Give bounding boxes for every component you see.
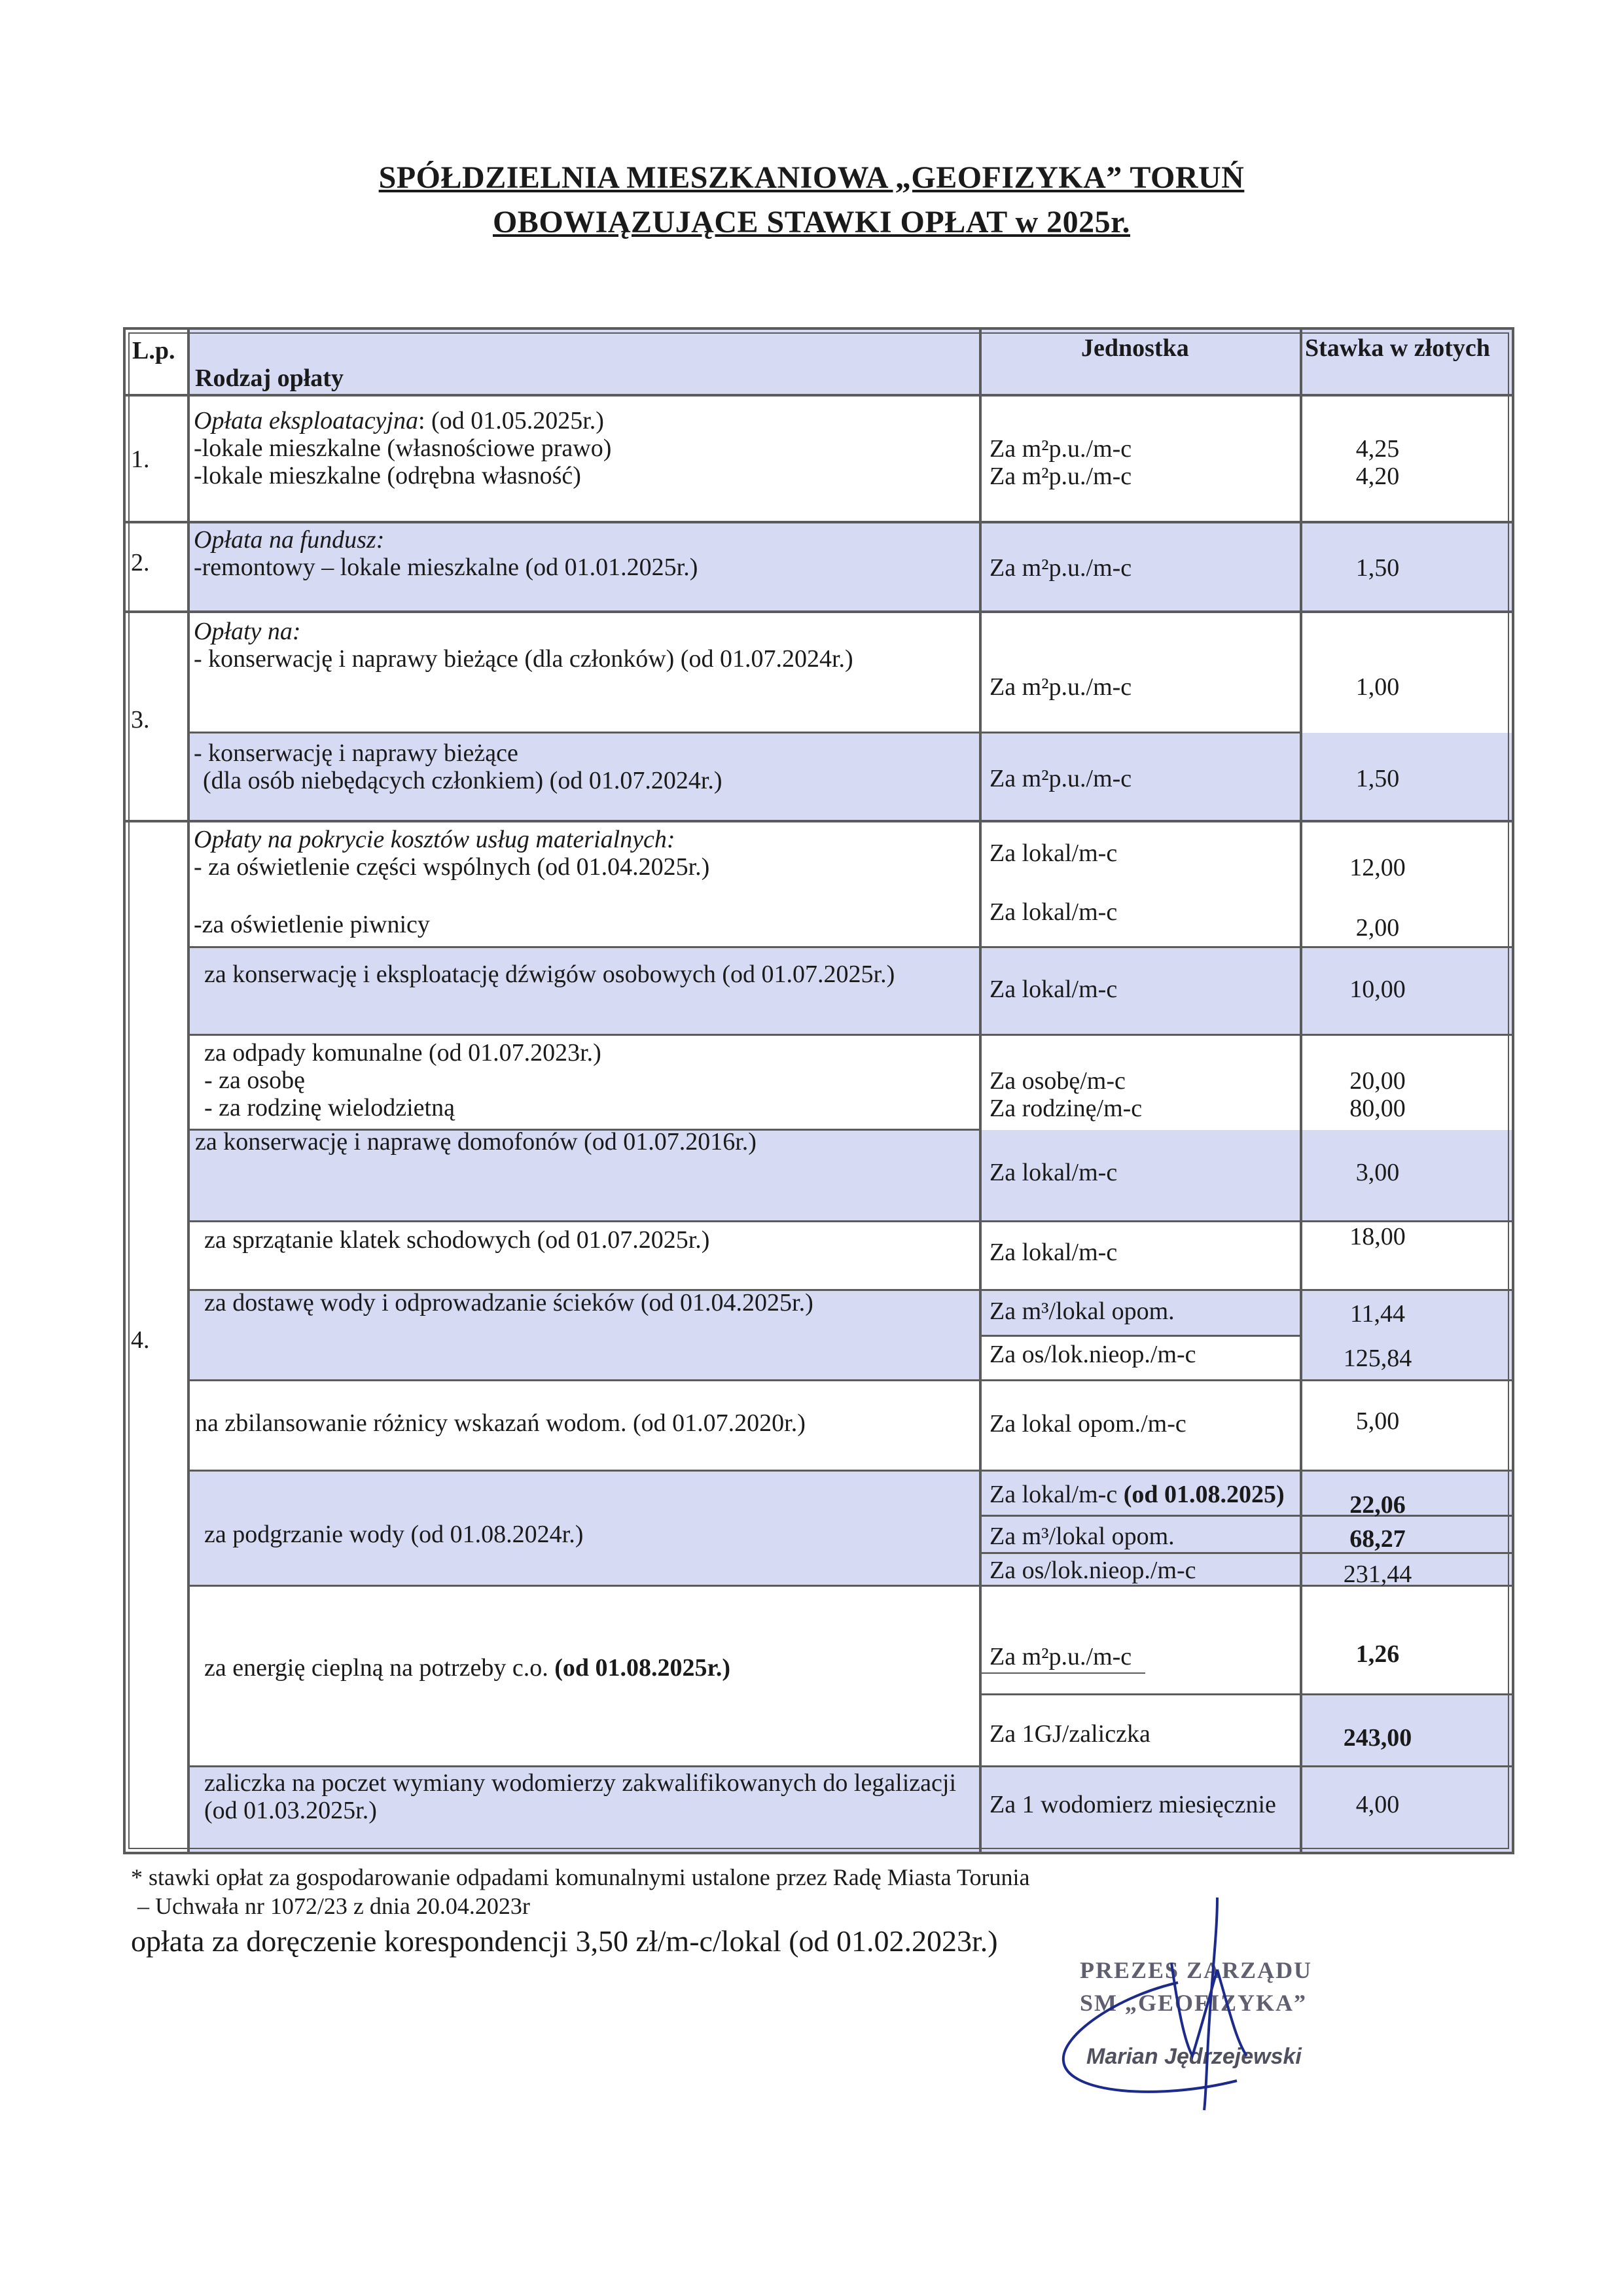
handwritten-signature [1021, 1884, 1309, 2120]
row-number-3: 3. [131, 706, 150, 733]
water-rate-1: 11,44 [1349, 1300, 1406, 1328]
row-number-2: 2. [131, 549, 150, 576]
row-2-rate: 1,50 [1355, 554, 1400, 582]
cleaning-label: za sprzątanie klatek schodowych (od 01.07.2025r.) [204, 1226, 710, 1254]
heat-energy-label: za energię cieplną na potrzeby c.o. (od 01.08.2025r.) [204, 1654, 731, 1682]
document-subtitle: OBOWIĄZUJĄCE STAWKI OPŁAT w 2025r. [492, 205, 1131, 239]
water-label: za dostawę wody i odprowadzanie ścieków (od 01.04.2025r.) [204, 1289, 813, 1316]
meters-line-2: (od 01.03.2025r.) [204, 1797, 377, 1824]
heat-unit-2: Za 1GJ/zaliczka [990, 1720, 1150, 1748]
water-unit-2: Za os/lok.nieop./m-c [990, 1341, 1196, 1368]
lighting-basement-rate: 2,00 [1355, 914, 1400, 942]
row-number-4: 4. [131, 1326, 150, 1354]
delivery-fee-note: opłata za doręczenie korespondencji 3,50 zł/m-c/lokal (od 01.02.2023r.) [131, 1924, 998, 1958]
meters-line-1: zaliczka na poczet wymiany wodomierzy zakwalifikowanych do legalizacji [204, 1769, 956, 1797]
row-3-rate-2: 1,50 [1355, 765, 1400, 792]
row-3-unit-1: Za m²p.u./m-c [990, 673, 1132, 701]
intercom-label: za konserwację i naprawę domofonów (od 01.07.2016r.) [195, 1128, 757, 1156]
hw-unit-3: Za os/lok.nieop./m-c [990, 1557, 1196, 1584]
water-unit-1: Za m³/lokal opom. [990, 1298, 1175, 1325]
resolution-note: – Uchwała nr 1072/23 z dnia 20.04.2023r [137, 1893, 530, 1919]
lighting-basement-label: -za oświetlenie piwnicy [194, 911, 430, 938]
row-3-unit-2: Za m²p.u./m-c [990, 765, 1132, 792]
waste-rates-note: * stawki opłat za gospodarowanie odpadami komunalnymi ustalone przez Radę Miasta Torunia [131, 1864, 1030, 1890]
column-header-unit: Jednostka [1081, 334, 1189, 362]
waste-family-label: - za rodzinę wielodzietną [204, 1094, 455, 1122]
heating-water-label: za podgrzanie wody (od 01.08.2024r.) [204, 1521, 584, 1548]
lighting-common-rate: 12,00 [1349, 854, 1406, 881]
row-2-unit: Za m²p.u./m-c [990, 554, 1132, 582]
row-3-line-1: - konserwację i naprawy bieżące (dla członków) (od 01.07.2024r.) [194, 645, 853, 673]
waste-family-unit: Za rodzinę/m-c [990, 1095, 1143, 1122]
column-header-type: Rodzaj opłaty [195, 364, 344, 392]
elevators-rate: 10,00 [1349, 976, 1406, 1003]
signatory-name: Marian Jędrzejewski [1086, 2044, 1302, 2069]
column-header-rate: Stawka w złotych [1305, 334, 1490, 362]
stamp-line-1: PREZES ZARZĄDU [1080, 1957, 1313, 1983]
hw-unit-2: Za m³/lokal opom. [990, 1523, 1175, 1550]
heat-unit-underline [982, 1672, 1145, 1674]
row-1-rate-1: 4,25 [1355, 435, 1400, 463]
water-rate-2: 125,84 [1343, 1345, 1412, 1372]
balance-rate: 5,00 [1355, 1407, 1400, 1435]
lighting-basement-unit: Za lokal/m-c [990, 898, 1118, 926]
hw-unit-1: Za lokal/m-c (od 01.08.2025) [990, 1481, 1285, 1508]
cleaning-rate: 18,00 [1349, 1223, 1406, 1250]
waste-person-label: - za osobę [204, 1067, 306, 1094]
lighting-common-unit: Za lokal/m-c [990, 839, 1118, 867]
column-header-lp: L.p. [132, 337, 175, 364]
heat-unit-1: Za m²p.u./m-c [990, 1643, 1132, 1670]
row-1-line-2: -lokale mieszkalne (odrębna własność) [194, 462, 581, 489]
balance-unit: Za lokal opom./m-c [990, 1410, 1186, 1438]
waste-family-rate: 80,00 [1349, 1095, 1406, 1122]
waste-person-unit: Za osobę/m-c [990, 1067, 1126, 1095]
row-1-rate-2: 4,20 [1355, 463, 1400, 490]
stamp-line-2: SM „GEOFIZYKA” [1080, 1990, 1308, 2016]
document-title: SPÓŁDZIELNIA MIESZKANIOWA „GEOFIZYKA” TORUŃ [378, 160, 1245, 195]
heat-rate-2: 243,00 [1343, 1724, 1412, 1752]
row-number-1: 1. [131, 446, 150, 473]
elevators-label: za konserwację i eksploatację dźwigów osobowych (od 01.07.2025r.) [204, 961, 895, 988]
hw-rate-1: 22,06 [1349, 1491, 1406, 1519]
hw-rate-3: 231,44 [1343, 1561, 1412, 1588]
meters-rate: 4,00 [1355, 1791, 1400, 1818]
heat-rate-1: 1,26 [1355, 1640, 1400, 1668]
cleaning-unit: Za lokal/m-c [990, 1239, 1118, 1266]
intercom-unit: Za lokal/m-c [990, 1159, 1118, 1186]
row-4-title: Opłaty na pokrycie kosztów usług materialnych: [194, 826, 675, 853]
elevators-unit: Za lokal/m-c [990, 976, 1118, 1003]
row-2-line-1: -remontowy – lokale mieszkalne (od 01.01.2025r.) [194, 554, 698, 581]
hw-rate-2: 68,27 [1349, 1525, 1406, 1553]
row-3-line-2: - konserwację i naprawy bieżące [194, 739, 518, 767]
row-1-unit-1: Za m²p.u./m-c [990, 435, 1132, 463]
balance-label: na zbilansowanie różnicy wskazań wodom. (od 01.07.2020r.) [195, 1409, 806, 1437]
meters-unit: Za 1 wodomierz miesięcznie [990, 1791, 1276, 1818]
intercom-rate: 3,00 [1355, 1159, 1400, 1186]
waste-person-rate: 20,00 [1349, 1067, 1406, 1095]
row-1-unit-2: Za m²p.u./m-c [990, 463, 1132, 490]
row-3-rate-1: 1,00 [1355, 673, 1400, 701]
row-2-title: Opłata na fundusz: [194, 526, 385, 554]
row-3-line-3: (dla osób niebędących członkiem) (od 01.07.2024r.) [203, 767, 722, 794]
row-3-title: Opłaty na: [194, 618, 301, 645]
waste-label: za odpady komunalne (od 01.07.2023r.) [204, 1039, 601, 1067]
row-1-title: Opłata eksploatacyjna: (od 01.05.2025r.) [194, 407, 604, 434]
row-1-line-1: -lokale mieszkalne (własnościowe prawo) [194, 434, 612, 462]
lighting-common-label: - za oświetlenie części wspólnych (od 01.04.2025r.) [194, 853, 710, 881]
